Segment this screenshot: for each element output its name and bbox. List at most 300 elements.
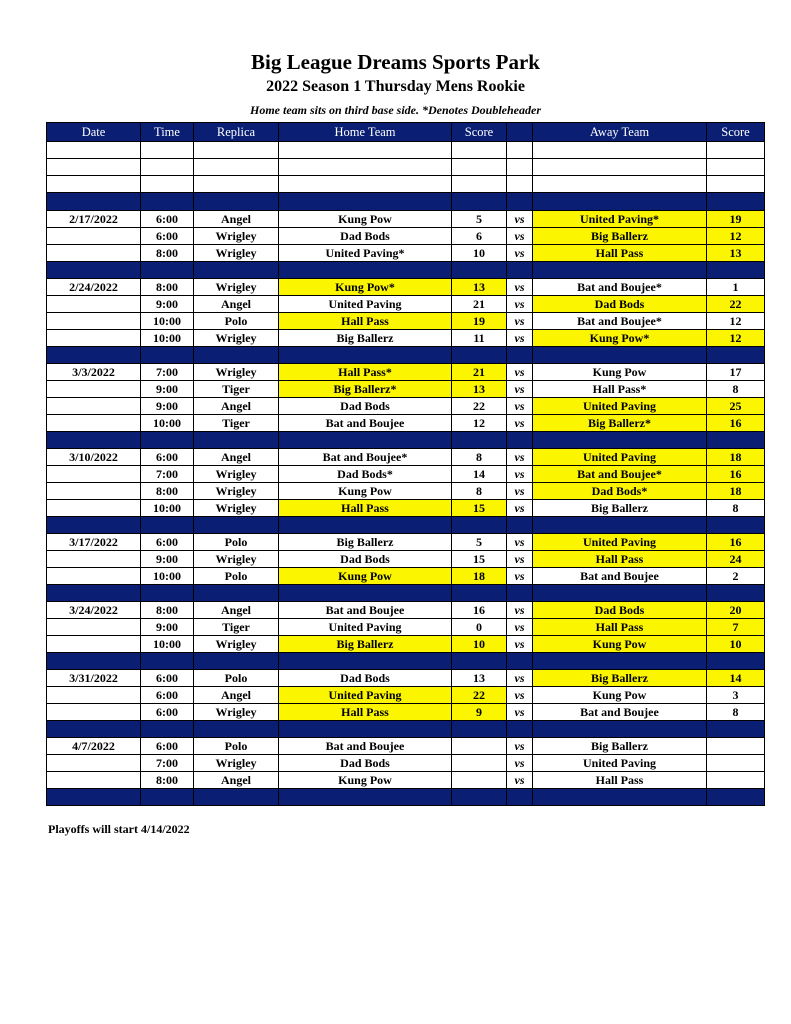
game-row bbox=[47, 364, 765, 381]
home-team: Kung Pow* bbox=[279, 279, 452, 296]
separator-cell bbox=[141, 262, 194, 279]
versus-label: vs bbox=[507, 568, 533, 585]
game-row bbox=[47, 602, 765, 619]
game-field: Wrigley bbox=[194, 364, 279, 381]
versus-label: vs bbox=[507, 602, 533, 619]
home-team: Bat and Boujee* bbox=[279, 449, 452, 466]
game-date bbox=[47, 636, 141, 653]
game-row bbox=[47, 534, 765, 551]
schedule-table bbox=[46, 122, 765, 806]
game-field: Wrigley bbox=[194, 245, 279, 262]
away-score: 18 bbox=[707, 449, 765, 466]
game-row bbox=[47, 330, 765, 347]
away-score: 8 bbox=[707, 500, 765, 517]
away-team: Kung Pow bbox=[533, 636, 707, 653]
home-team: Kung Pow bbox=[279, 772, 452, 789]
week-separator-row bbox=[47, 432, 765, 449]
game-time: 8:00 bbox=[141, 483, 194, 500]
away-team: United Paving bbox=[533, 449, 707, 466]
away-team: Bat and Boujee bbox=[533, 704, 707, 721]
week-separator-row bbox=[47, 789, 765, 806]
away-team: Hall Pass* bbox=[533, 381, 707, 398]
separator-cell bbox=[707, 721, 765, 738]
versus-label: vs bbox=[507, 466, 533, 483]
game-date: 3/17/2022 bbox=[47, 534, 141, 551]
game-row bbox=[47, 636, 765, 653]
week-separator-row bbox=[47, 585, 765, 602]
game-date bbox=[47, 772, 141, 789]
game-time: 8:00 bbox=[141, 279, 194, 296]
separator-cell bbox=[533, 432, 707, 449]
separator-cell bbox=[533, 585, 707, 602]
versus-label: vs bbox=[507, 551, 533, 568]
game-date bbox=[47, 415, 141, 432]
versus-label: vs bbox=[507, 330, 533, 347]
home-score: 13 bbox=[452, 381, 507, 398]
blank-row bbox=[47, 159, 765, 176]
versus-label: vs bbox=[507, 449, 533, 466]
game-field: Polo bbox=[194, 534, 279, 551]
home-team: Bat and Boujee bbox=[279, 415, 452, 432]
home-team: Hall Pass bbox=[279, 313, 452, 330]
away-score: 16 bbox=[707, 415, 765, 432]
separator-cell bbox=[707, 262, 765, 279]
away-team: Big Ballerz bbox=[533, 738, 707, 755]
column-header-date: Date bbox=[47, 123, 141, 142]
separator-cell bbox=[279, 789, 452, 806]
home-score bbox=[452, 772, 507, 789]
home-team: United Paving bbox=[279, 687, 452, 704]
versus-label: vs bbox=[507, 636, 533, 653]
game-row bbox=[47, 687, 765, 704]
column-header-away-score: Score bbox=[707, 123, 765, 142]
home-score: 10 bbox=[452, 636, 507, 653]
game-time: 10:00 bbox=[141, 330, 194, 347]
separator-cell bbox=[141, 721, 194, 738]
away-score: 8 bbox=[707, 704, 765, 721]
game-field: Polo bbox=[194, 568, 279, 585]
game-row bbox=[47, 670, 765, 687]
game-field: Wrigley bbox=[194, 500, 279, 517]
game-row bbox=[47, 704, 765, 721]
game-date bbox=[47, 687, 141, 704]
away-team: Bat and Boujee bbox=[533, 568, 707, 585]
game-date bbox=[47, 398, 141, 415]
versus-label: vs bbox=[507, 381, 533, 398]
away-score bbox=[707, 755, 765, 772]
game-field: Wrigley bbox=[194, 466, 279, 483]
away-score bbox=[707, 738, 765, 755]
versus-label: vs bbox=[507, 228, 533, 245]
away-score: 19 bbox=[707, 211, 765, 228]
away-score: 12 bbox=[707, 228, 765, 245]
separator-cell bbox=[141, 653, 194, 670]
home-team: Kung Pow bbox=[279, 211, 452, 228]
home-team: United Paving bbox=[279, 296, 452, 313]
game-row bbox=[47, 245, 765, 262]
home-team: United Paving bbox=[279, 619, 452, 636]
away-team: Bat and Boujee* bbox=[533, 466, 707, 483]
game-date: 3/24/2022 bbox=[47, 602, 141, 619]
away-score: 24 bbox=[707, 551, 765, 568]
game-time: 6:00 bbox=[141, 211, 194, 228]
away-score: 13 bbox=[707, 245, 765, 262]
game-date bbox=[47, 500, 141, 517]
game-time: 8:00 bbox=[141, 772, 194, 789]
separator-cell bbox=[141, 585, 194, 602]
separator-cell bbox=[141, 517, 194, 534]
separator-cell bbox=[279, 517, 452, 534]
home-score: 10 bbox=[452, 245, 507, 262]
home-team: Big Ballerz bbox=[279, 636, 452, 653]
game-time: 9:00 bbox=[141, 296, 194, 313]
home-score: 18 bbox=[452, 568, 507, 585]
away-team: Hall Pass bbox=[533, 619, 707, 636]
versus-label: vs bbox=[507, 772, 533, 789]
schedule-body bbox=[47, 142, 765, 806]
away-score: 3 bbox=[707, 687, 765, 704]
separator-cell bbox=[279, 721, 452, 738]
game-date: 3/3/2022 bbox=[47, 364, 141, 381]
versus-label: vs bbox=[507, 534, 533, 551]
away-score: 12 bbox=[707, 313, 765, 330]
home-team: Kung Pow bbox=[279, 568, 452, 585]
game-field: Wrigley bbox=[194, 704, 279, 721]
game-time: 7:00 bbox=[141, 466, 194, 483]
away-team: Kung Pow bbox=[533, 687, 707, 704]
column-header-away-team: Away Team bbox=[533, 123, 707, 142]
separator-cell bbox=[507, 653, 533, 670]
away-score: 2 bbox=[707, 568, 765, 585]
game-date: 4/7/2022 bbox=[47, 738, 141, 755]
home-score: 21 bbox=[452, 296, 507, 313]
game-date bbox=[47, 483, 141, 500]
separator-cell bbox=[47, 721, 141, 738]
home-score: 8 bbox=[452, 483, 507, 500]
game-row bbox=[47, 211, 765, 228]
away-team: Kung Pow bbox=[533, 364, 707, 381]
home-team: Dad Bods bbox=[279, 398, 452, 415]
column-header-time: Time bbox=[141, 123, 194, 142]
separator-cell bbox=[279, 347, 452, 364]
away-team: United Paving* bbox=[533, 211, 707, 228]
game-row bbox=[47, 738, 765, 755]
away-score: 20 bbox=[707, 602, 765, 619]
separator-cell bbox=[141, 789, 194, 806]
separator-cell bbox=[507, 262, 533, 279]
separator-cell bbox=[47, 262, 141, 279]
separator-cell bbox=[452, 789, 507, 806]
game-field: Polo bbox=[194, 738, 279, 755]
versus-label: vs bbox=[507, 687, 533, 704]
versus-label: vs bbox=[507, 738, 533, 755]
game-date: 2/24/2022 bbox=[47, 279, 141, 296]
separator-cell bbox=[452, 347, 507, 364]
week-separator-row bbox=[47, 193, 765, 211]
away-team: Dad Bods bbox=[533, 602, 707, 619]
home-team: Hall Pass* bbox=[279, 364, 452, 381]
separator-cell bbox=[47, 653, 141, 670]
game-time: 6:00 bbox=[141, 738, 194, 755]
separator-cell bbox=[47, 517, 141, 534]
table-header-row bbox=[47, 123, 765, 142]
separator-cell bbox=[507, 789, 533, 806]
home-score: 15 bbox=[452, 500, 507, 517]
game-row bbox=[47, 483, 765, 500]
separator-cell bbox=[707, 432, 765, 449]
game-row bbox=[47, 772, 765, 789]
separator-cell bbox=[507, 721, 533, 738]
game-field: Wrigley bbox=[194, 483, 279, 500]
separator-cell bbox=[507, 432, 533, 449]
home-team: Bat and Boujee bbox=[279, 602, 452, 619]
game-row bbox=[47, 466, 765, 483]
home-score: 22 bbox=[452, 687, 507, 704]
separator-cell bbox=[452, 653, 507, 670]
away-team: Dad Bods* bbox=[533, 483, 707, 500]
game-time: 8:00 bbox=[141, 245, 194, 262]
schedule-subtitle: 2022 Season 1 Thursday Mens Rookie bbox=[266, 78, 525, 95]
separator-cell bbox=[533, 517, 707, 534]
versus-label: vs bbox=[507, 279, 533, 296]
away-score: 16 bbox=[707, 466, 765, 483]
away-team: Kung Pow* bbox=[533, 330, 707, 347]
separator-cell bbox=[452, 193, 507, 211]
versus-label: vs bbox=[507, 313, 533, 330]
game-time: 6:00 bbox=[141, 534, 194, 551]
column-header-home-score: Score bbox=[452, 123, 507, 142]
separator-cell bbox=[452, 517, 507, 534]
separator-cell bbox=[141, 347, 194, 364]
separator-cell bbox=[533, 262, 707, 279]
game-time: 10:00 bbox=[141, 568, 194, 585]
home-team: Big Ballerz bbox=[279, 534, 452, 551]
separator-cell bbox=[533, 721, 707, 738]
home-score: 8 bbox=[452, 449, 507, 466]
home-score: 0 bbox=[452, 619, 507, 636]
week-separator-row bbox=[47, 262, 765, 279]
separator-cell bbox=[452, 721, 507, 738]
away-score: 8 bbox=[707, 381, 765, 398]
away-team: Big Ballerz bbox=[533, 670, 707, 687]
home-team: Hall Pass bbox=[279, 704, 452, 721]
separator-cell bbox=[533, 193, 707, 211]
game-row bbox=[47, 755, 765, 772]
game-field: Wrigley bbox=[194, 228, 279, 245]
separator-cell bbox=[707, 193, 765, 211]
game-field: Polo bbox=[194, 313, 279, 330]
game-field: Polo bbox=[194, 670, 279, 687]
home-team: Big Ballerz bbox=[279, 330, 452, 347]
week-separator-row bbox=[47, 653, 765, 670]
away-score bbox=[707, 772, 765, 789]
home-score: 5 bbox=[452, 211, 507, 228]
game-time: 10:00 bbox=[141, 313, 194, 330]
game-field: Angel bbox=[194, 211, 279, 228]
game-date: 3/31/2022 bbox=[47, 670, 141, 687]
game-date bbox=[47, 296, 141, 313]
separator-cell bbox=[194, 432, 279, 449]
away-score: 12 bbox=[707, 330, 765, 347]
home-score: 22 bbox=[452, 398, 507, 415]
home-score: 5 bbox=[452, 534, 507, 551]
game-time: 6:00 bbox=[141, 704, 194, 721]
blank-row bbox=[47, 142, 765, 159]
game-field: Angel bbox=[194, 687, 279, 704]
home-team: United Paving* bbox=[279, 245, 452, 262]
game-field: Wrigley bbox=[194, 755, 279, 772]
week-separator-row bbox=[47, 721, 765, 738]
game-field: Angel bbox=[194, 602, 279, 619]
versus-label: vs bbox=[507, 670, 533, 687]
game-date bbox=[47, 466, 141, 483]
away-team: Big Ballerz bbox=[533, 500, 707, 517]
separator-cell bbox=[533, 653, 707, 670]
home-score: 14 bbox=[452, 466, 507, 483]
separator-cell bbox=[452, 585, 507, 602]
away-team: Dad Bods bbox=[533, 296, 707, 313]
game-field: Angel bbox=[194, 296, 279, 313]
separator-cell bbox=[533, 789, 707, 806]
versus-label: vs bbox=[507, 483, 533, 500]
away-team: Hall Pass bbox=[533, 772, 707, 789]
game-date: 2/17/2022 bbox=[47, 211, 141, 228]
away-team: Hall Pass bbox=[533, 551, 707, 568]
versus-label: vs bbox=[507, 364, 533, 381]
away-score: 25 bbox=[707, 398, 765, 415]
home-score bbox=[452, 738, 507, 755]
game-date bbox=[47, 619, 141, 636]
versus-label: vs bbox=[507, 245, 533, 262]
page-title: Big League Dreams Sports Park bbox=[251, 50, 540, 74]
separator-cell bbox=[279, 585, 452, 602]
away-score: 16 bbox=[707, 534, 765, 551]
home-score bbox=[452, 755, 507, 772]
week-separator-row bbox=[47, 347, 765, 364]
away-team: Hall Pass bbox=[533, 245, 707, 262]
versus-label: vs bbox=[507, 211, 533, 228]
home-team: Kung Pow bbox=[279, 483, 452, 500]
game-date bbox=[47, 568, 141, 585]
separator-cell bbox=[194, 721, 279, 738]
away-team: United Paving bbox=[533, 755, 707, 772]
home-team: Dad Bods bbox=[279, 670, 452, 687]
game-time: 9:00 bbox=[141, 398, 194, 415]
away-score: 22 bbox=[707, 296, 765, 313]
game-time: 8:00 bbox=[141, 602, 194, 619]
separator-cell bbox=[279, 653, 452, 670]
separator-cell bbox=[194, 517, 279, 534]
game-date bbox=[47, 245, 141, 262]
away-team: Big Ballerz bbox=[533, 228, 707, 245]
game-field: Wrigley bbox=[194, 551, 279, 568]
separator-cell bbox=[452, 262, 507, 279]
schedule-note: Home team sits on third base side. *Denotes Doubleheader bbox=[250, 103, 541, 117]
separator-cell bbox=[194, 193, 279, 211]
separator-cell bbox=[533, 347, 707, 364]
away-score: 18 bbox=[707, 483, 765, 500]
game-row bbox=[47, 500, 765, 517]
game-row bbox=[47, 398, 765, 415]
home-team: Hall Pass bbox=[279, 500, 452, 517]
separator-cell bbox=[507, 585, 533, 602]
separator-cell bbox=[47, 585, 141, 602]
away-team: United Paving bbox=[533, 534, 707, 551]
home-team: Bat and Boujee bbox=[279, 738, 452, 755]
separator-cell bbox=[707, 517, 765, 534]
home-score: 21 bbox=[452, 364, 507, 381]
separator-cell bbox=[194, 653, 279, 670]
game-field: Angel bbox=[194, 449, 279, 466]
away-score: 1 bbox=[707, 279, 765, 296]
separator-cell bbox=[47, 789, 141, 806]
game-time: 7:00 bbox=[141, 755, 194, 772]
versus-label: vs bbox=[507, 704, 533, 721]
separator-cell bbox=[507, 347, 533, 364]
game-date bbox=[47, 313, 141, 330]
separator-cell bbox=[279, 262, 452, 279]
home-score: 6 bbox=[452, 228, 507, 245]
away-score: 14 bbox=[707, 670, 765, 687]
game-field: Wrigley bbox=[194, 636, 279, 653]
home-score: 9 bbox=[452, 704, 507, 721]
game-time: 10:00 bbox=[141, 500, 194, 517]
game-time: 6:00 bbox=[141, 449, 194, 466]
home-score: 11 bbox=[452, 330, 507, 347]
versus-label: vs bbox=[507, 619, 533, 636]
game-row bbox=[47, 381, 765, 398]
separator-cell bbox=[279, 193, 452, 211]
separator-cell bbox=[47, 432, 141, 449]
separator-cell bbox=[507, 517, 533, 534]
separator-cell bbox=[194, 262, 279, 279]
game-time: 9:00 bbox=[141, 551, 194, 568]
game-date bbox=[47, 704, 141, 721]
separator-cell bbox=[707, 653, 765, 670]
game-field: Tiger bbox=[194, 381, 279, 398]
home-score: 16 bbox=[452, 602, 507, 619]
separator-cell bbox=[141, 193, 194, 211]
game-time: 10:00 bbox=[141, 636, 194, 653]
away-score: 10 bbox=[707, 636, 765, 653]
game-time: 6:00 bbox=[141, 670, 194, 687]
game-time: 9:00 bbox=[141, 619, 194, 636]
away-team: Bat and Boujee* bbox=[533, 279, 707, 296]
home-team: Dad Bods* bbox=[279, 466, 452, 483]
game-field: Tiger bbox=[194, 415, 279, 432]
away-team: Big Ballerz* bbox=[533, 415, 707, 432]
game-time: 10:00 bbox=[141, 415, 194, 432]
game-time: 6:00 bbox=[141, 687, 194, 704]
separator-cell bbox=[279, 432, 452, 449]
separator-cell bbox=[47, 193, 141, 211]
game-date bbox=[47, 551, 141, 568]
away-team: United Paving bbox=[533, 398, 707, 415]
game-field: Wrigley bbox=[194, 330, 279, 347]
separator-cell bbox=[452, 432, 507, 449]
separator-cell bbox=[194, 789, 279, 806]
separator-cell bbox=[507, 193, 533, 211]
home-team: Dad Bods bbox=[279, 551, 452, 568]
game-row bbox=[47, 568, 765, 585]
separator-cell bbox=[194, 585, 279, 602]
game-field: Tiger bbox=[194, 619, 279, 636]
versus-label: vs bbox=[507, 398, 533, 415]
away-team: Bat and Boujee* bbox=[533, 313, 707, 330]
game-date: 3/10/2022 bbox=[47, 449, 141, 466]
week-separator-row bbox=[47, 517, 765, 534]
game-date bbox=[47, 228, 141, 245]
